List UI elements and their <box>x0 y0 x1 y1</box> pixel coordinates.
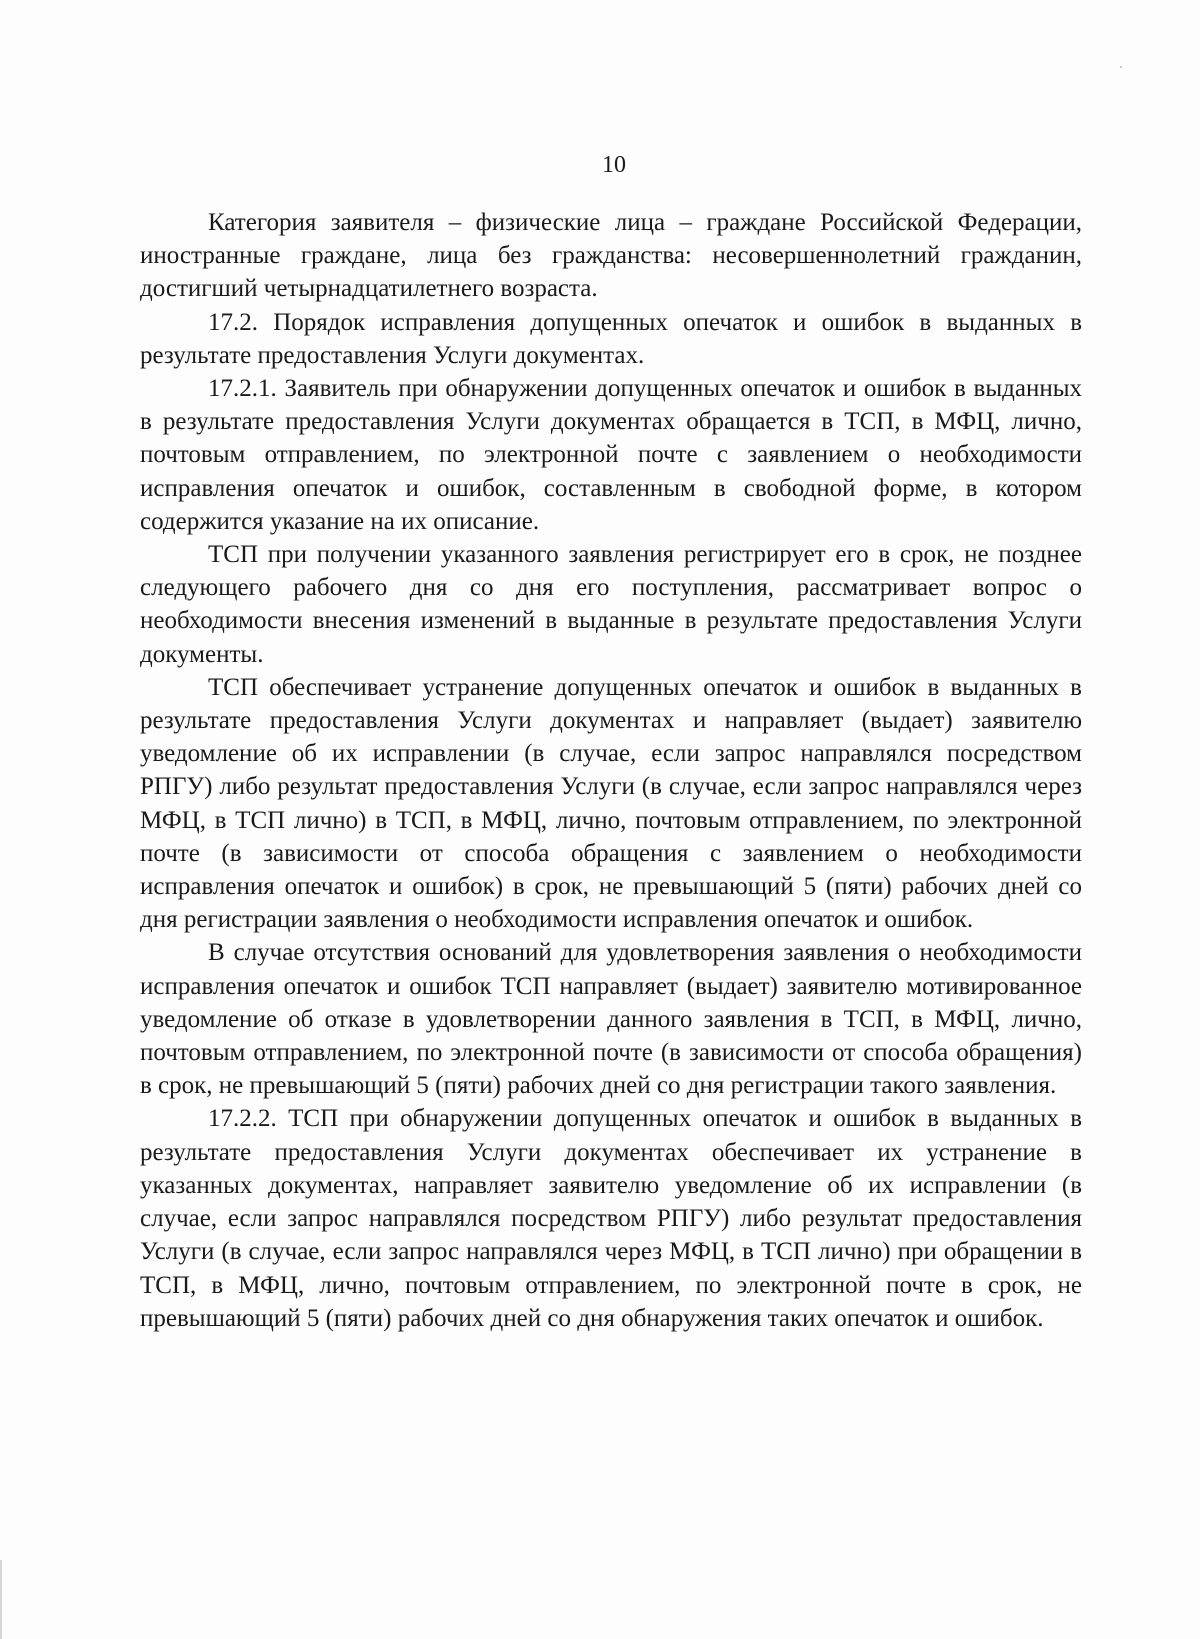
paragraph-correction: ТСП обеспечивает устранение допущенных опечаток и ошибок в выданных в результате предоставления Услуги документах и направляет (выдает) заявителю уведомление об их исправлении (в случае, если запрос направлялся посредством РПГУ) либо результат предоставления Услуги (в случае, если запрос направлялся через МФЦ, в ТСП лично) в ТСП, в МФЦ, лично, почтовым отправлением, по электронной почте (в зависимости от способа обращения с заявлением о необходимости исправления опечаток и ошибок) в срок, не превышающий 5 (пяти) рабочих дней со дня регистрации заявления о необходимости исправления опечаток и ошибок. <box>140 673 1082 934</box>
paragraph-17-2-2: 17.2.2. ТСП при обнаружении допущенных опечаток и ошибок в выданных в результате предоставления Услуги документах обеспечивает их устранение в указанных документах, направляет заявителю уведомление об их исправлении (в случае, если запрос направлялся посредством РПГУ) либо результат предоставления Услуги (в случае, если запрос направлялся через МФЦ, в ТСП лично) при обращении в ТСП, в МФЦ, лично, почтовым отправлением, по электронной почте в срок, не превышающий 5 (пяти) рабочих дней со дня обнаружения таких опечаток и ошибок. <box>140 1105 1082 1332</box>
document-body <box>140 206 1082 1335</box>
paragraph-17-2-1: 17.2.1. Заявитель при обнаружении допущенных опечаток и ошибок в выданных в результате предоставления Услуги документах обращается в ТСП, в МФЦ, лично, почтовым отправлением, по электронной почте с заявлением о необходимости исправления опечаток и ошибок, составленным в свободной форме, в котором содержится указание на их описание. <box>140 375 1082 535</box>
paragraph-applicant-category: Категория заявителя – физические лица – граждане Российской Федерации, иностранные граждане, лица без гражданства: несовершеннолетний гражданин, достигший четырнадцатилетнего возраста. <box>140 209 1082 303</box>
paragraph-refusal: В случае отсутствия оснований для удовлетворения заявления о необходимости исправления опечаток и ошибок ТСП направляет (выдает) заявителю мотивированное уведомление об отказе в удовлетворении данного заявления в ТСП, в МФЦ, лично, почтовым отправлением, по электронной почте (в зависимости от способа обращения) в срок, не превышающий 5 (пяти) рабочих дней со дня регистрации такого заявления. <box>140 939 1082 1100</box>
paragraph-17-2: 17.2. Порядок исправления допущенных опечаток и ошибок в выданных в результате предоставления Услуги документах. <box>140 308 1082 369</box>
paragraph-registration: ТСП при получении указанного заявления регистрирует его в срок, не позднее следующего рабочего дня со дня его поступления, рассматривает вопрос о необходимости внесения изменений в выданные в результате предоставления Услуги документы. <box>140 541 1082 668</box>
scan-edge-mark <box>0 1560 2 1639</box>
scan-speck <box>1120 66 1122 68</box>
page-number: 10 <box>602 152 626 178</box>
